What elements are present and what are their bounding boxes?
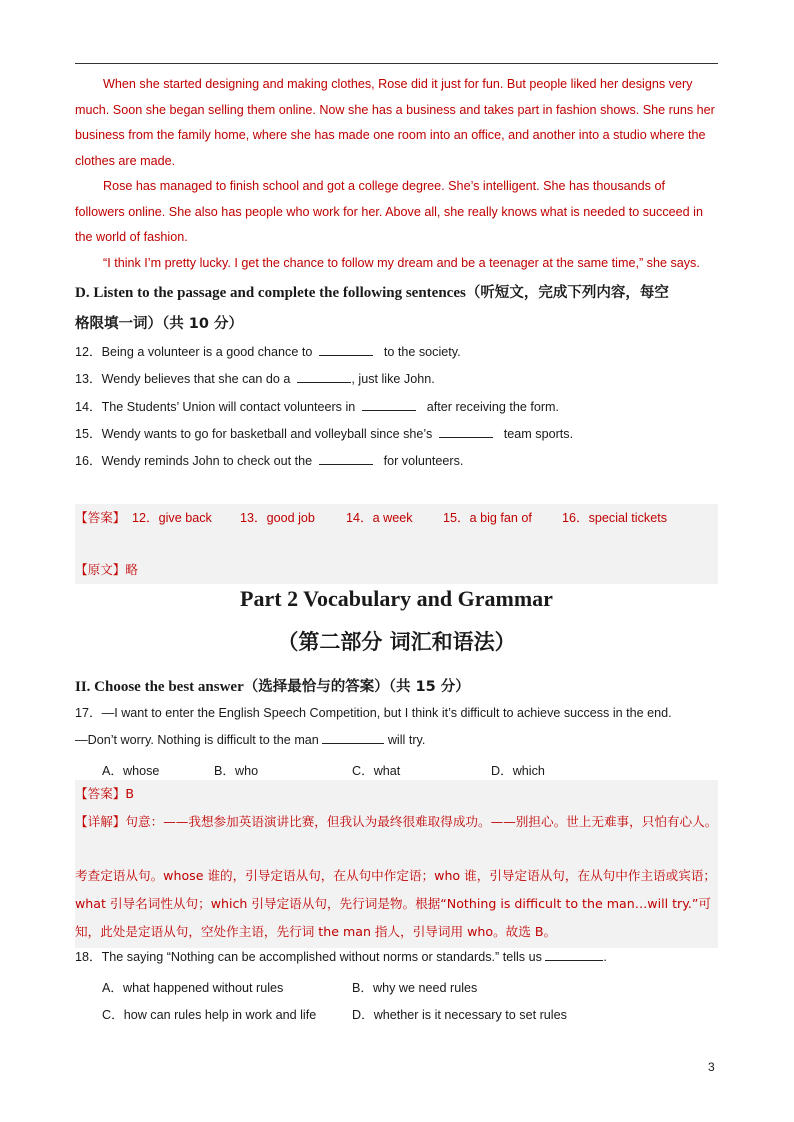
q17-detail-meaning: 【详解】句意：——我想参加英语演讲比赛，但我认为最终很难取得成功。——别担心。世上无难事，只怕有心人。 xyxy=(75,814,718,829)
header-rule xyxy=(75,63,718,64)
answer-15: 15．a big fan of xyxy=(443,511,532,525)
part2-title: Part 2 Vocabulary and Grammar xyxy=(240,586,553,611)
answer-13: 13．good job xyxy=(240,511,315,525)
section-d-heading: D. Listen to the passage and complete the following sentences（听短文，完成下列内容，每空 xyxy=(75,285,669,301)
original-text: 【原文】略 xyxy=(75,562,138,577)
q18-option-d: D．whether is it necessary to set rules xyxy=(352,1008,567,1022)
section-ii-heading: II. Choose the best answer（选择最恰与的答案）（共 15 分） xyxy=(75,679,470,695)
q18-option-c: C．how can rules help in work and life xyxy=(102,1008,317,1022)
q17-option-a: A．whose xyxy=(102,764,160,778)
question-16: 16．Wendy reminds John to check out the for volunteers. xyxy=(75,454,464,468)
q17-option-c: C．what xyxy=(352,764,401,778)
part2-title-cn: （第二部分 词汇和语法） xyxy=(277,630,516,654)
question-12: 12．Being a volunteer is a good chance to to the society. xyxy=(75,345,461,359)
q18-option-a: A．what happened without rules xyxy=(102,981,284,995)
question-15: 15．Wendy wants to go for basketball and volleyball since she’s team sports. xyxy=(75,427,574,441)
q17-detail-analysis: 考查定语从句。whose 谁的，引导定语从句，在从句中作定语；who 谁，引导定语从句，在从句中作主语或宾语；what 引导名词性从句；which 引导定语从句，先行词是物。根据“Nothing is difficult to the man…will try.”可知，此处是定语从句，空处作主语，先行词 the man 指人，引导词用 who。故选 B。 xyxy=(75,868,717,939)
q17-option-d: D．which xyxy=(491,764,545,778)
section-d-heading-cont: 格限填一词）（共 10 分） xyxy=(75,316,244,332)
question-14: 14．The Students’ Union will contact volunteers in after receiving the form. xyxy=(75,400,560,414)
page-number: 3 xyxy=(708,1060,715,1074)
question-17-line1: 17．—I want to enter the English Speech Competition, but I think it’s difficult to achieve success in the end. xyxy=(75,706,672,720)
passage-paragraph-2: Rose has managed to finish school and got a college degree. She’s intelligent. She has thousands of followers online. She also has people who work for her. Above all, she really knows what is needed to succeed in the world of fashion. xyxy=(75,179,703,245)
answer-label-d: 【答案】 xyxy=(75,510,126,525)
q17-answer: 【答案】B xyxy=(75,786,135,801)
answer-16: 16．special tickets xyxy=(562,511,667,525)
q17-option-b: B．who xyxy=(214,764,259,778)
q18-option-b: B．why we need rules xyxy=(352,981,478,995)
passage-paragraph-1: When she started designing and making clothes, Rose did it just for fun. But people liked her designs very much. Soon she began selling them online. Now she has a business and takes part in fashion shows. She runs her business from the family home, where she has made one room into an office, and another into a studio where the clothes are made. xyxy=(75,77,715,168)
question-17-line2: —Don’t worry. Nothing is difficult to the man will try. xyxy=(75,733,426,747)
answer-12: 12．give back xyxy=(132,511,212,525)
question-18: 18．The saying “Nothing can be accomplished without norms or standards.” tells us . xyxy=(75,950,607,964)
answer-14: 14．a week xyxy=(346,511,413,525)
question-13: 13．Wendy believes that she can do a , just like John. xyxy=(75,372,435,386)
passage-paragraph-3: “I think I’m pretty lucky. I get the chance to follow my dream and be a teenager at the same time,” she says. xyxy=(103,256,700,270)
